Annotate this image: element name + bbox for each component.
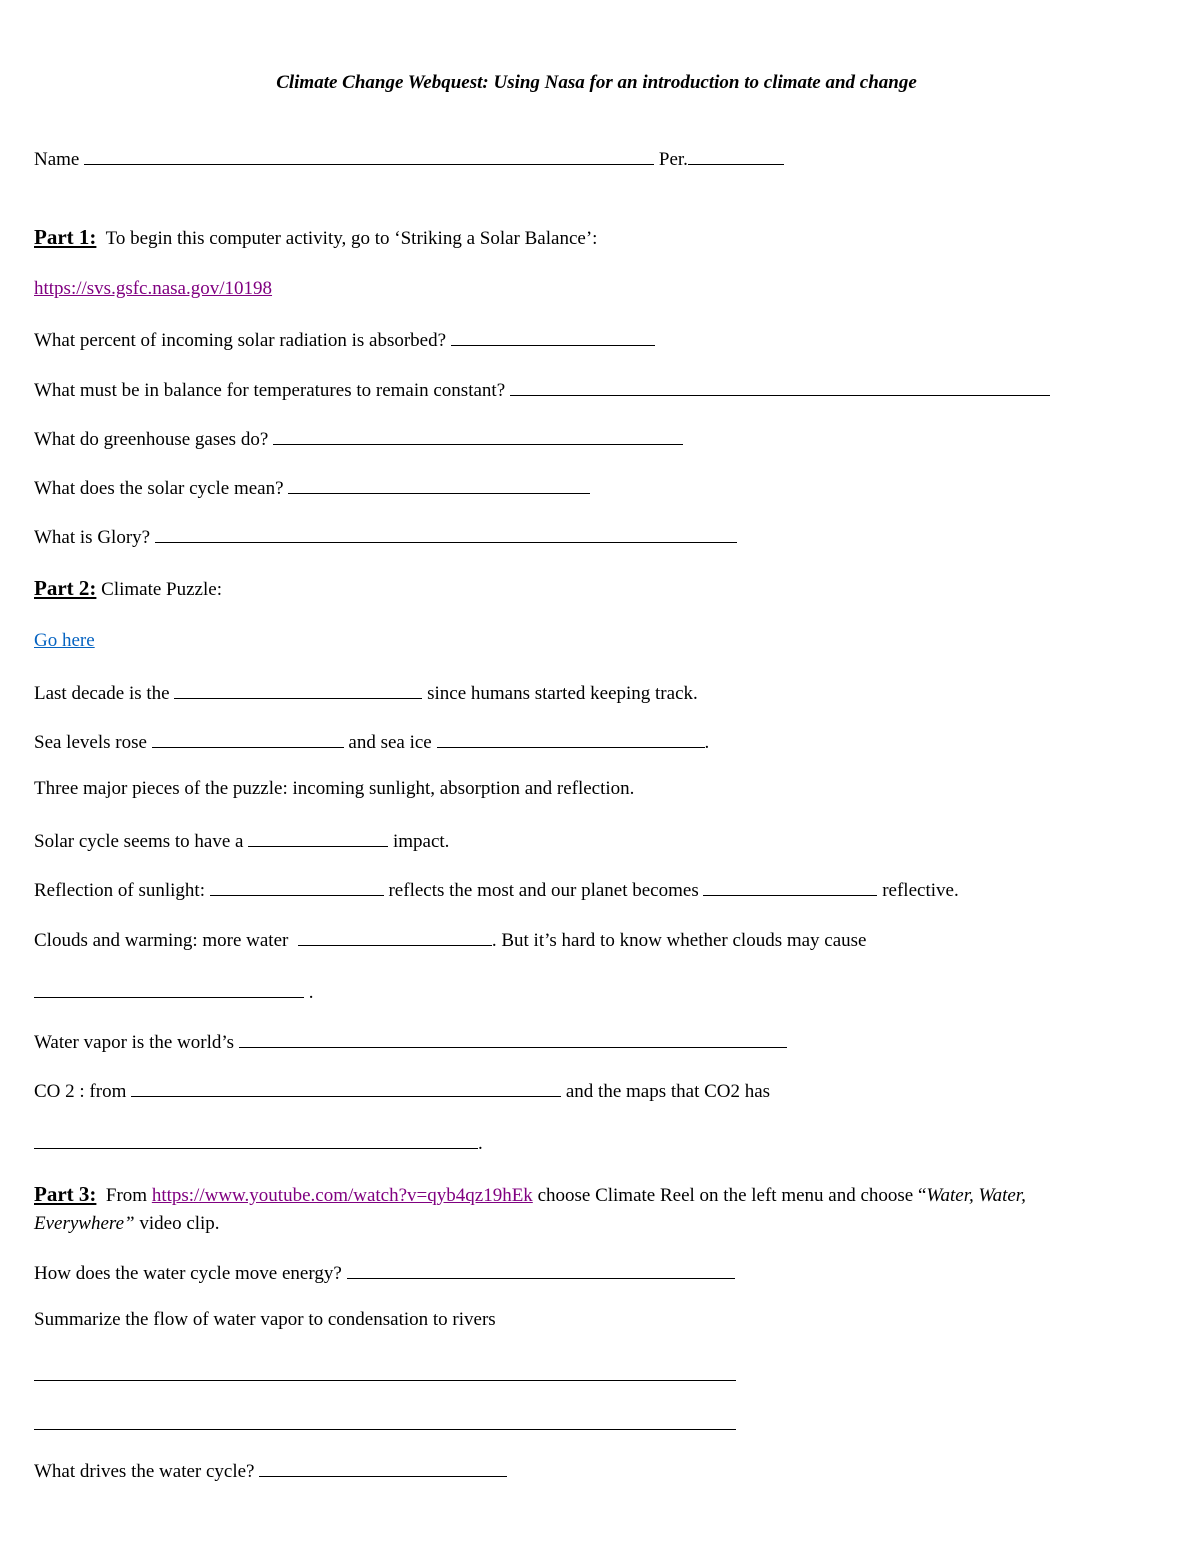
- question-text: What does the solar cycle mean?: [34, 478, 284, 499]
- answer-field[interactable]: [437, 728, 705, 748]
- part1-question-5: [34, 523, 737, 550]
- part3-question-3: [34, 1457, 507, 1484]
- answer-field[interactable]: [347, 1259, 735, 1279]
- per-label: Per.: [658, 149, 688, 170]
- part3-heading: Part 3:: [34, 1182, 97, 1206]
- part3-intro: [34, 1180, 1114, 1238]
- answer-field[interactable]: [259, 1457, 507, 1477]
- sentence-text: CO 2 : from: [34, 1081, 127, 1102]
- page-title: Climate Change Webquest: Using Nasa for an introduction to climate and change: [276, 72, 917, 93]
- answer-field[interactable]: [34, 1129, 478, 1149]
- answer-field[interactable]: [451, 326, 655, 346]
- part2-sentence-4: [34, 827, 449, 854]
- sentence-text: Clouds and warming: more water: [34, 930, 289, 951]
- question-text: Summarize the flow of water vapor to condensation to rivers: [34, 1309, 496, 1330]
- part3-question-2: [34, 1308, 496, 1332]
- part2-sentence-7: [34, 1028, 787, 1055]
- question-text: What is Glory?: [34, 527, 151, 548]
- answer-field[interactable]: [248, 827, 388, 847]
- answer-field[interactable]: [298, 926, 492, 946]
- per-field[interactable]: [688, 145, 784, 165]
- part2-sentence-6: [34, 926, 867, 953]
- part2-sentence-5: [34, 876, 959, 903]
- sentence-text: Solar cycle seems to have a: [34, 831, 244, 852]
- answer-field[interactable]: [131, 1077, 561, 1097]
- part2-sentence-1: [34, 679, 698, 706]
- clip-name: Water, Water, Everywhere”: [34, 1185, 1026, 1234]
- name-label: Name: [34, 149, 80, 170]
- answer-field[interactable]: [152, 728, 344, 748]
- part1-question-3: [34, 425, 683, 452]
- question-text: What do greenhouse gases do?: [34, 429, 269, 450]
- go-here-link[interactable]: Go here: [34, 630, 95, 651]
- solar-balance-link[interactable]: https://svs.gsfc.nasa.gov/10198: [34, 278, 273, 299]
- sentence-text: Reflection of sunlight:: [34, 880, 205, 901]
- part3-intro-text: video clip.: [139, 1213, 220, 1234]
- sentence-text: .: [704, 732, 710, 753]
- sentence-text: . But it’s hard to know whether clouds may cause: [491, 930, 867, 951]
- sentence-text: Sea levels rose: [34, 732, 147, 753]
- part1-intro: To begin this computer activity, go to ‘Striking a Solar Balance’:: [105, 228, 598, 249]
- part2-sentence-8-continued: [34, 1129, 483, 1156]
- answer-field[interactable]: [34, 978, 304, 998]
- sentence-text: .: [478, 1133, 483, 1154]
- answer-field[interactable]: [288, 474, 590, 494]
- part1-question-1: [34, 326, 655, 353]
- sentence-text: reflects the most and our planet becomes: [388, 880, 699, 901]
- part1-question-2: [34, 376, 1050, 403]
- answer-field[interactable]: [174, 679, 422, 699]
- sentence-text: impact.: [392, 831, 450, 852]
- sentence-text: Water vapor is the world’s: [34, 1032, 235, 1053]
- name-line: [34, 145, 784, 172]
- sentence-text: and the maps that CO2 has: [565, 1081, 771, 1102]
- part2-link-line: [34, 629, 95, 653]
- answer-field[interactable]: [703, 876, 877, 896]
- answer-line[interactable]: [34, 1380, 736, 1381]
- part2-sentence-6-continued: [34, 978, 314, 1005]
- part1-link-line: [34, 277, 272, 301]
- answer-field[interactable]: [155, 523, 737, 543]
- name-field[interactable]: [84, 145, 654, 165]
- sentence-text: .: [308, 982, 314, 1003]
- question-text: What must be in balance for temperatures to remain constant?: [34, 380, 506, 401]
- question-text: How does the water cycle move energy?: [34, 1263, 342, 1284]
- part2-sentence-8: [34, 1077, 770, 1104]
- sentence-text: Three major pieces of the puzzle: incoming sunlight, absorption and reflection.: [34, 778, 635, 799]
- answer-field[interactable]: [510, 376, 1050, 396]
- answer-line[interactable]: [34, 1429, 736, 1430]
- part2-sentence-2: [34, 728, 709, 755]
- answer-field[interactable]: [239, 1028, 787, 1048]
- answer-field[interactable]: [210, 876, 384, 896]
- sentence-text: Last decade is the: [34, 683, 170, 704]
- part1-heading: Part 1:: [34, 225, 97, 249]
- part1-intro-line: [34, 225, 597, 251]
- sentence-text: since humans started keeping track.: [427, 683, 698, 704]
- youtube-link[interactable]: https://www.youtube.com/watch?v=qyb4qz19hEk: [151, 1185, 533, 1206]
- part3-intro-text: choose Climate Reel on the left menu and choose “: [537, 1185, 927, 1206]
- part2-sentence-3: [34, 777, 634, 801]
- sentence-text: and sea ice: [348, 732, 432, 753]
- part2-intro: Climate Puzzle:: [101, 579, 222, 600]
- question-text: What percent of incoming solar radiation is absorbed?: [34, 330, 447, 351]
- question-text: What drives the water cycle?: [34, 1461, 255, 1482]
- part3-question-1: [34, 1259, 735, 1286]
- sentence-text: reflective.: [882, 880, 959, 901]
- part2-heading: Part 2:: [34, 576, 97, 600]
- answer-field[interactable]: [273, 425, 683, 445]
- part2-intro-line: [34, 576, 222, 602]
- part3-intro-text: From: [105, 1185, 148, 1206]
- part1-question-4: [34, 474, 590, 501]
